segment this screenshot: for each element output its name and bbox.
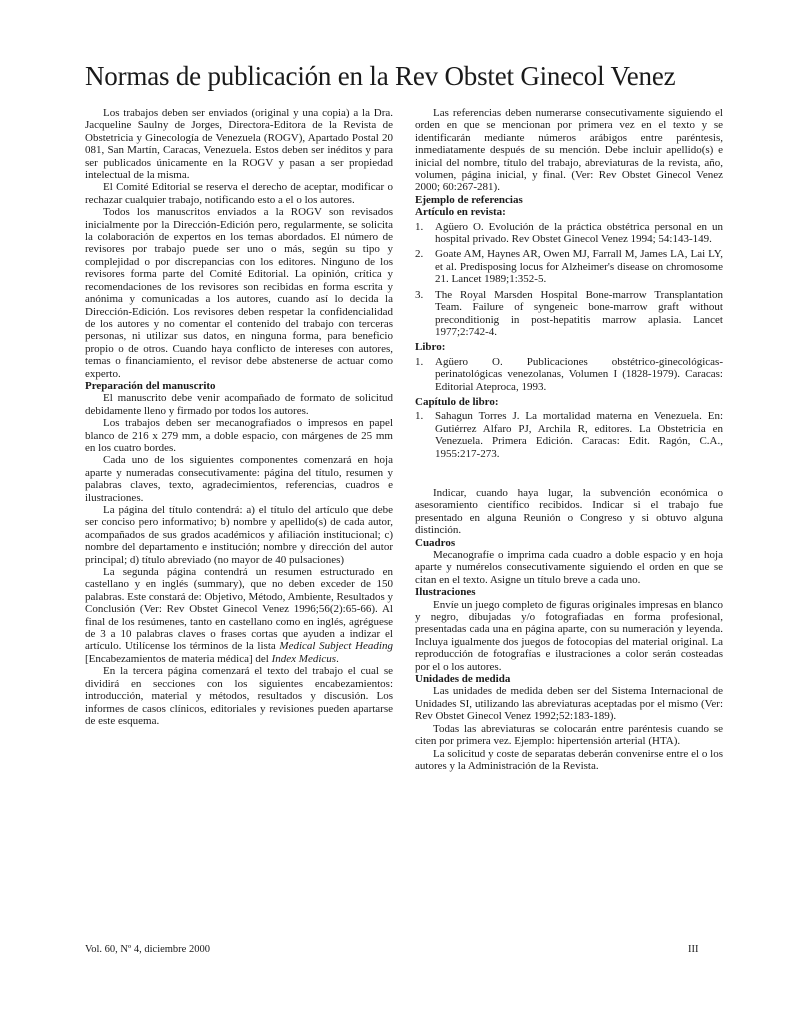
heading-journal-article: Artículo en revista: <box>415 206 506 219</box>
right-column <box>415 107 723 772</box>
heading-tables: Cuadros <box>415 536 456 549</box>
reference-number: 3. <box>415 288 424 301</box>
section-gap <box>415 463 723 487</box>
paragraph-reprints: La solicitud y coste de separatas deberán convenirse entre el o los autores y la Administración de la Revista. <box>415 747 723 772</box>
paragraph-abstract <box>85 566 393 665</box>
reference-number: 1. <box>415 410 424 423</box>
heading-units: Unidades de medida <box>415 673 511 686</box>
reference-number: 1. <box>415 355 424 368</box>
reference-item <box>415 410 723 460</box>
reference-item <box>415 221 723 246</box>
reference-text: Agüero O. Publicaciones obstétrico-ginecológicas-perinatológicas venezolanas, Volumen I (1828-1979). Caracas: Editorial Ateproca, 1993. <box>435 355 723 393</box>
paragraph-paper-format: Los trabajos deben ser mecanografiados o impresos en papel blanco de 216 x 279 mm, a doble espacio, con márgenes de 25 mm en los cuatro bordes. <box>85 417 393 454</box>
footer-volume: Vol. 60, Nº 4, diciembre 2000 <box>85 944 210 955</box>
footer-page-number: III <box>688 944 699 955</box>
heading-manuscript: Preparación del manuscrito <box>85 379 216 392</box>
paragraph-reviewers: Todos los manuscritos enviados a la ROGV son revisados inicialmente por la Dirección-Edición pero, regularmente, se solicita la colaboración de expertos en los temas abordados. El número de revisores por trabajo puede ser uno o más, según su tipo y complejidad o por discrepancias con los editores. Ninguno de los revisores forma parte del Comité Editorial. La opinión, crítica y recomendaciones de los revisores son recibidas en forma escrita y anónima y comunicadas a los autores, cuando así lo decida la Dirección-Edición. Los revisores deben respetar la confidencialidad de los autores y no comentar el contenido del trabajo con terceras personas, ni utilizar sus datos, en ninguna forma, para beneficio propio o de otros. Cuando haya conflicto de intereses con autores, temas o financiamiento, el revisor debe abstenerse de actuar como experto. <box>85 206 393 380</box>
mesh-term: Medical Subject Heading <box>279 640 393 653</box>
abstract-text-b: [Encabezamientos de materia médica] del <box>85 652 272 665</box>
reference-item <box>415 356 723 393</box>
heading-illustrations: Ilustraciones <box>415 586 476 599</box>
paragraph-abbreviations: Todas las abreviaturas se colocarán entre paréntesis cuando se citen por primera vez. Ejemplo: hipertensión arterial (HTA). <box>415 722 723 748</box>
paragraph-submission: Los trabajos deben ser enviados (original y una copia) a la Dra. Jacqueline Saulny de Jorges, Directora-Editora de la Revista de Obstetricia y Ginecología de Venezuela (ROGV), Apartado Postal 20 081, San Martín, Caracas, Venezuela. Estos deben ser inéditos y para ser publicados únicamente en la ROGV y pasan a ser propiedad intelectual de la misma. <box>85 107 393 182</box>
paragraph-text-sections: En la tercera página comenzará el texto del trabajo el cual se dividirá en secciones con los siguientes encabezamientos: introducción, material y métodos, resultados y discusión. Los informes de casos clínicos, editoriales y revisiones pueden apartarse de este esquema. <box>85 665 393 727</box>
paragraph-illustrations: Envíe un juego completo de figuras originales impresas en blanco y negro, dibujadas y/o fotografiadas en forma profesional, presentadas cada una en página aparte, con su numeración y leyenda. Incluya igualmente dos juegos de fotocopias del material original. La reproducción de fotografías e ilustraciones a color serán costeadas por el o los autores. <box>415 598 723 673</box>
page-title: Normas de publicación en la Rev Obstet Ginecol Venez <box>85 61 676 91</box>
reference-item <box>415 248 723 285</box>
paragraph-editorial-committee: El Comité Editorial se reserva el derecho de aceptar, modificar o rechazar cualquier trabajo, notificando esto a el o los autores. <box>85 181 393 206</box>
paragraph-funding: Indicar, cuando haya lugar, la subvención económica o asesoramiento científico recibidos. Indicar si el trabajo fue presentado en alguna Reunión o Congreso y si obtuvo alguna distinción. <box>415 486 723 537</box>
abstract-text-c: . <box>336 652 339 665</box>
paragraph-components: Cada uno de los siguientes componentes comenzará en hoja aparte y numeradas consecutivamente: página del título, resumen y palabras claves, texto, agradecimientos, referencias, cuadros e ilustraciones. <box>85 454 393 504</box>
paragraph-tables: Mecanografíe o imprima cada cuadro a doble espacio y en hoja aparte y numérelos consecutivamente siguiendo el orden en que se citan en el texto. Asigne un título breve a cada uno. <box>415 549 723 586</box>
abstract-text-a: La segunda página contendrá un resumen estructurado en castellano y en inglés (summary), que no deben exceder de 150 palabras. Este constará de: Objetivo, Método, Ambiente, Resultados y Conclusión (Ver: Rev Obstet Ginecol Venez 1996;56(2):65-66). Al final de los resúmenes, tanto en castellano como en inglés, agréguese de 3 a 10 palabras claves o frases cortas que ayuden a indizar el artículo. Utilícense los términos de la lista <box>85 566 393 653</box>
paragraph-references: Las referencias deben numerarse consecutivamente siguiendo el orden en que se mencionan por primera vez en el texto y se identificarán mediante números arábigos entre paréntesis, inmediatamente después de su mención. Debe incluir apellido(s) e inicial del nombre, título del trabajo, abreviaturas de la revista, año, volumen, página inicial, y final. (Ver: Rev Obstet Ginecol Venez 2000; 60:267-281). <box>415 107 723 194</box>
heading-reference-examples: Ejemplo de referencias <box>415 193 523 206</box>
heading-book-chapter: Capítulo de libro: <box>415 395 499 408</box>
heading-book: Libro: <box>415 341 446 354</box>
reference-text: Sahagun Torres J. La mortalidad materna en Venezuela. En: Gutiérrez Alfaro PJ, Archila R, editores. La Obstetricia en Venezuela. Primera Edición. Caracas: Edit. Ragón, C.A., 1955:217-273. <box>435 410 723 460</box>
reference-text: Agüero O. Evolución de la práctica obstétrica personal en un hospital privado. Rev Obstet Ginecol Venez 1994; 54:143-149. <box>435 220 723 246</box>
paragraph-title-page: La página del título contendrá: a) el título del artículo que debe ser conciso pero informativo; b) nombre y apellido(s) de cada autor, acompañados de sus grados académicos y afiliación institucional; c) nombre del departamento e institución; nombre y dirección del autor principal; d) título abreviado (no mayor de 40 pulsaciones) <box>85 504 393 566</box>
reference-text: Goate AM, Haynes AR, Owen MJ, Farrall M, James LA, Lai LY, et al. Predisposing locus for Alzheimer's disease on chromosome 21. Lancet 1989;1:352-5. <box>435 248 723 286</box>
reference-number: 1. <box>415 220 424 233</box>
reference-text: The Royal Marsden Hospital Bone-marrow Transplantation Team. Failure of syngeneic bone-marrow graft without preconditionig in post-hepatitis marrow aplasia. Lancet 1977;2:742-4. <box>435 288 723 338</box>
reference-item <box>415 289 723 339</box>
left-column <box>85 107 393 727</box>
reference-number: 2. <box>415 248 424 261</box>
index-medicus-term: Index Medicus <box>271 652 337 665</box>
paragraph-units: Las unidades de medida deben ser del Sistema Internacional de Unidades SI, utilizando las abreviaturas aceptadas por el mismo (Ver: Rev Obstet Ginecol Venez 1992;52:183-189). <box>415 685 723 723</box>
paragraph-request-form: El manuscrito debe venir acompañado de formato de solicitud debidamente lleno y firmado por todos los autores. <box>85 392 393 417</box>
